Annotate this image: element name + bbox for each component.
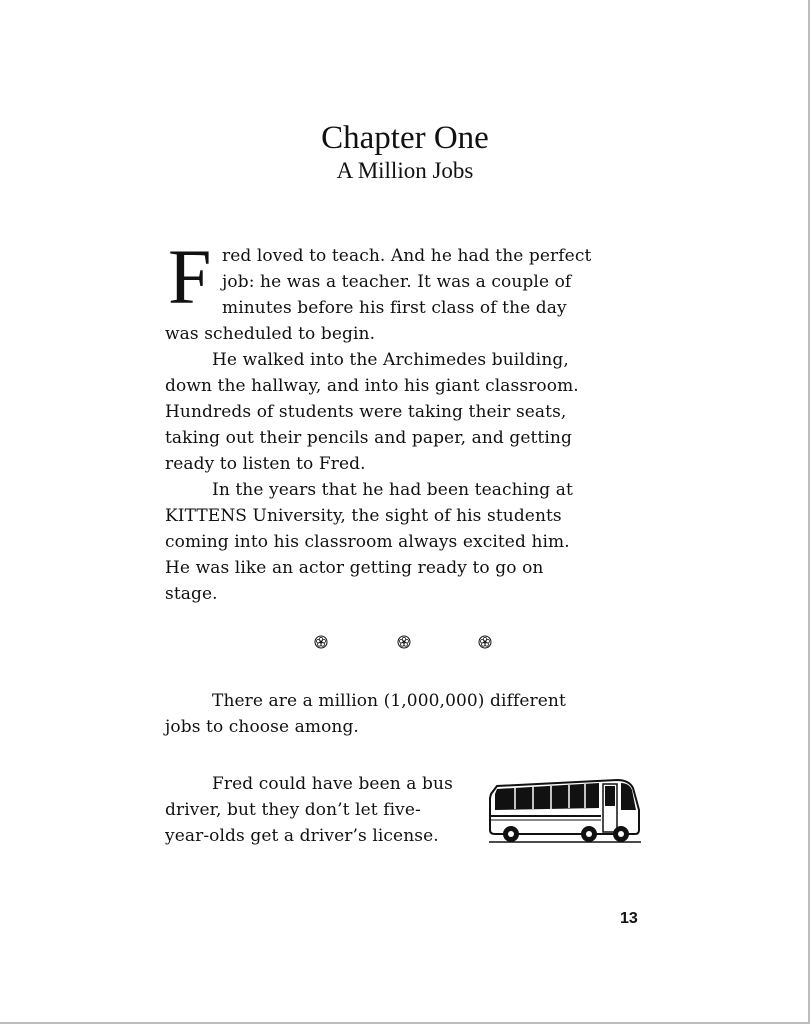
paragraph-line: KITTENS University, the sight of his students (165, 506, 562, 526)
paragraph-line: In the years that he had been teaching at (212, 480, 573, 500)
flower-icon (478, 635, 492, 649)
paragraph-line: stage. (165, 584, 218, 604)
paragraph-line: driver, but they don’t let five- (165, 800, 421, 820)
paragraph-line: down the hallway, and into his giant classroom. (165, 376, 579, 396)
paragraph-line: minutes before his first class of the day (222, 298, 567, 318)
paragraph-line: He walked into the Archimedes building, (212, 350, 569, 370)
paragraph-line: year-olds get a driver’s license. (165, 826, 439, 846)
chapter-subtitle: A Million Jobs (336, 158, 474, 183)
paragraph-line: was scheduled to begin. (165, 324, 376, 344)
drop-cap-letter: F (168, 233, 212, 320)
paragraph-5 (165, 771, 485, 849)
paragraph-line: Hundreds of students were taking their seats, (165, 402, 567, 422)
paragraph-line: taking out their pencils and paper, and getting (165, 428, 572, 448)
paragraph-line: job: he was a teacher. It was a couple of (222, 272, 572, 292)
section-break (0, 635, 810, 655)
chapter-title: Chapter One (321, 120, 489, 156)
paragraph-line: He was like an actor getting ready to go on (165, 558, 544, 578)
paragraph-4 (165, 688, 645, 740)
paragraph-3 (165, 477, 645, 607)
page-number: 13 (620, 910, 638, 927)
flower-icon (397, 635, 411, 649)
paragraph-line: coming into his classroom always excited him. (165, 532, 570, 552)
bus-icon (487, 772, 643, 844)
flower-icon (314, 635, 328, 649)
paragraph-2 (165, 347, 645, 477)
paragraph-line: There are a million (1,000,000) different (212, 691, 566, 711)
paragraph-line: ready to listen to Fred. (165, 454, 366, 474)
paragraph-line: red loved to teach. And he had the perfect (222, 246, 592, 266)
paragraph-1 (165, 243, 645, 347)
paragraph-line: jobs to choose among. (165, 717, 359, 737)
paragraph-line: Fred could have been a bus (212, 774, 453, 794)
